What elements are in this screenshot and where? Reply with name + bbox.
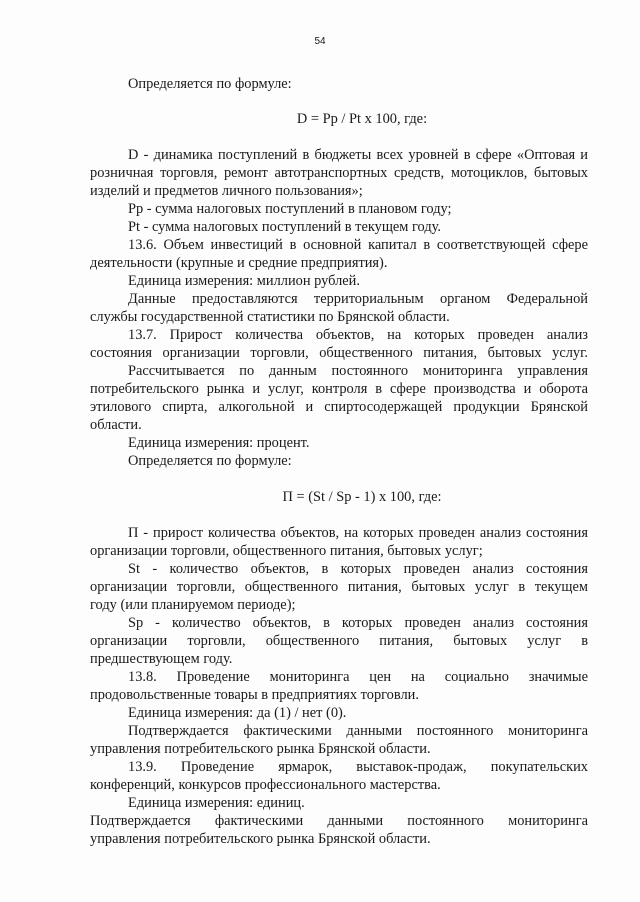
text-line: D - динамика поступлений в бюджеты всех уровней в сфере «Оптовая и [128,147,588,163]
text-line: Единица измерения: миллион рублей. [128,273,360,289]
text-line: Единица измерения: да (1) / нет (0). [128,705,347,721]
text-line: Определяется по формуле: [128,76,292,92]
text-line: П - прирост количества объектов, на которых проведен анализ состояния [128,525,588,541]
text-line: Определяется по формуле: [128,453,292,469]
text-line: Рр - сумма налоговых поступлений в плановом году; [128,201,452,217]
text-line: Единица измерения: процент. [128,435,310,451]
text-line: предшествующем году. [90,651,233,667]
section-heading: 13.6. Объем инвестиций в основной капитал в соответствующей сфере [128,237,588,253]
text-line: области. [90,417,142,433]
text-line: потребительского рынка и услуг, контроля в сфере производства и оборота [90,381,588,397]
text-line: Подтверждается фактическими данными постоянного мониторинга [128,723,588,739]
text-line: этилового спирта, алкогольной и спиртосодержащей продукции Брянской [90,399,588,415]
text-line: St - количество объектов, в которых проведен анализ состояния [128,561,588,577]
text-line: Рt - сумма налоговых поступлений в текущем году. [128,219,442,235]
text-line: управления потребительского рынка Брянской области. [90,741,431,757]
text-line: организации торговли, общественного питания, бытовых услуг в [90,633,588,649]
text-line: состояния организации торговли, общественного питания, бытовых услуг. [90,345,588,361]
text-line: службы государственной статистики по Брянской области. [90,309,450,325]
section-heading: 13.8. Проведение мониторинга цен на социально значимые [128,669,588,685]
section-heading: 13.7. Прирост количества объектов, на которых проведен анализ [128,327,588,343]
text-line: Единица измерения: единиц. [128,795,305,811]
text-line: изделий и предметов личного пользования»; [90,183,363,199]
text-line: Подтверждается фактическими данными постоянного мониторинга [90,813,588,829]
text-line: Рассчитывается по данным постоянного мониторинга управления [128,363,588,379]
text-line: году (или планируемом периоде); [90,597,296,613]
text-line: Данные предоставляются территориальным органом Федеральной [128,291,588,307]
text-line: управления потребительского рынка Брянской области. [90,831,431,847]
formula-p: П = (St / Sp - 1) х 100, где: [282,489,442,505]
text-line: Sp - количество объектов, в которых проведен анализ состояния [128,615,588,631]
text-line: конференций, конкурсов профессионального мастерства. [90,777,441,793]
formula-d: D = Рр / Рt х 100, где: [296,111,428,127]
text-line: продовольственные товары в предприятиях торговли. [90,687,419,703]
text-line: организации торговли, общественного питания, бытовых услуг в текущем [90,579,588,595]
text-line: организации торговли, общественного питания, бытовых услуг; [90,543,483,559]
text-line: деятельности (крупные и средние предприятия). [90,255,388,271]
page-number: 54 [314,36,326,47]
section-heading: 13.9. Проведение ярмарок, выставок-продаж, покупательских [128,759,588,775]
text-line: розничная торговля, ремонт автотранспортных средств, мотоциклов, бытовых [90,165,588,181]
